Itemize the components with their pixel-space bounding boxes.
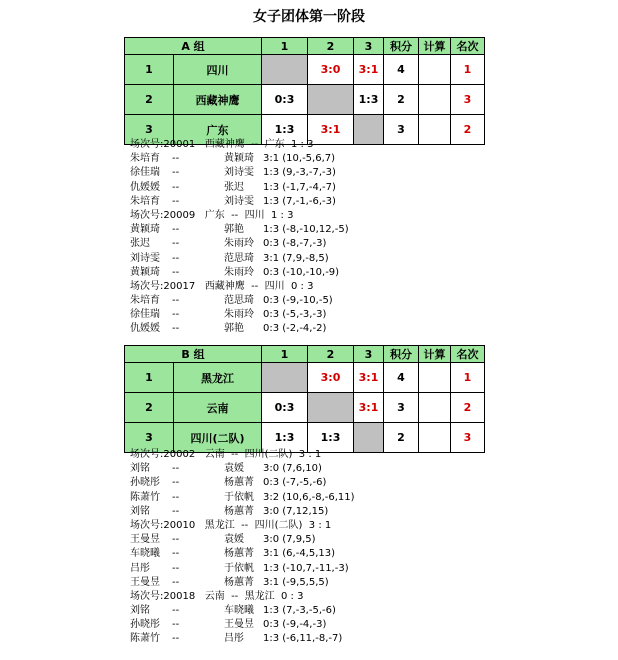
self-cell [308,393,354,423]
team-name: 广东 [174,115,262,145]
col-header: 3 [354,346,384,363]
calc-cell [419,85,451,115]
self-cell [354,115,384,145]
points-cell: 4 [384,363,419,393]
col-header: 积分 [384,38,419,55]
group-label: B 组 [125,346,262,363]
col-header: 名次 [451,38,485,55]
col-header: 3 [354,38,384,55]
score-cell: 3:1 [354,363,384,393]
calc-cell [419,393,451,423]
score-cell: 3:1 [308,115,354,145]
seed-number: 1 [125,363,174,393]
score-cell: 1:3 [262,423,308,453]
col-header: 计算 [419,346,451,363]
table-header-row [125,346,485,363]
self-cell [308,85,354,115]
team-name: 云南 [174,393,262,423]
points-cell: 2 [384,85,419,115]
calc-cell [419,115,451,145]
col-header: 1 [262,38,308,55]
seed-number: 3 [125,115,174,145]
self-cell [262,55,308,85]
table-row [125,85,485,115]
score-cell: 1:3 [308,423,354,453]
col-header: 名次 [451,346,485,363]
table-header-row [125,38,485,55]
score-cell: 3:0 [308,55,354,85]
group-b-standings-table [124,345,485,453]
col-header: 计算 [419,38,451,55]
team-name: 西藏神鹰 [174,85,262,115]
team-name: 四川 [174,55,262,85]
rank-cell: 3 [451,85,485,115]
seed-number: 2 [125,393,174,423]
col-header: 2 [308,346,354,363]
rank-cell: 1 [451,55,485,85]
score-cell: 0:3 [262,393,308,423]
seed-number: 1 [125,55,174,85]
score-cell: 3:0 [308,363,354,393]
table-row [125,393,485,423]
group-a-standings-table [124,37,485,145]
page-title: 女子团体第一阶段 [253,9,365,25]
rank-cell: 2 [451,393,485,423]
self-cell [354,423,384,453]
table-row [125,55,485,85]
team-name: 四川(二队) [174,423,262,453]
seed-number: 3 [125,423,174,453]
score-cell: 3:1 [354,393,384,423]
calc-cell [419,423,451,453]
calc-cell [419,363,451,393]
self-cell [262,363,308,393]
rank-cell: 1 [451,363,485,393]
rank-cell: 2 [451,115,485,145]
score-cell: 0:3 [262,85,308,115]
group-label: A 组 [125,38,262,55]
score-cell: 1:3 [354,85,384,115]
calc-cell [419,55,451,85]
score-cell: 1:3 [262,115,308,145]
table-row [125,363,485,393]
points-cell: 2 [384,423,419,453]
points-cell: 3 [384,115,419,145]
seed-number: 2 [125,85,174,115]
col-header: 积分 [384,346,419,363]
points-cell: 4 [384,55,419,85]
col-header: 1 [262,346,308,363]
score-cell: 3:1 [354,55,384,85]
col-header: 2 [308,38,354,55]
rank-cell: 3 [451,423,485,453]
points-cell: 3 [384,393,419,423]
team-name: 黑龙江 [174,363,262,393]
